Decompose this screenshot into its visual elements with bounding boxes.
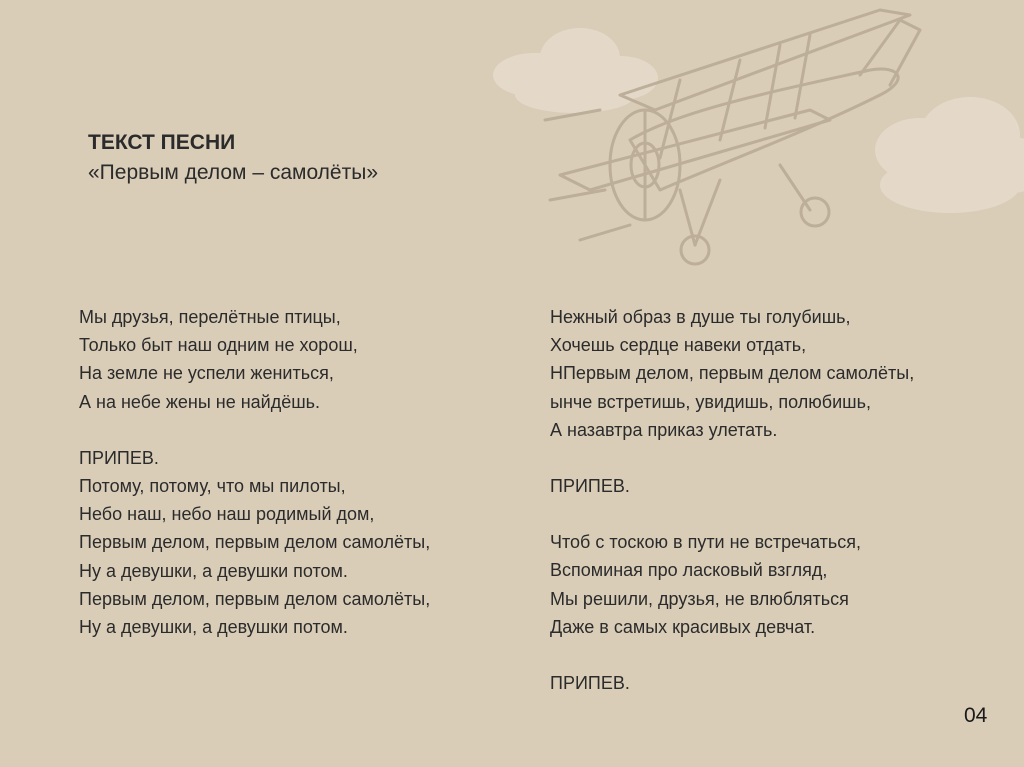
stanza — [550, 303, 914, 444]
lyric-line: Мы друзья, перелётные птицы, — [79, 307, 341, 327]
chorus-label: ПРИПЕВ. — [550, 673, 630, 694]
lyric-line: На земле не успели жениться, — [79, 363, 334, 384]
lyric-line: А на небе жены не найдёшь. — [79, 391, 321, 412]
lyric-line: Мы решили, друзья, не влюбляться — [550, 588, 849, 609]
page-title: ТЕКСТ ПЕСНИ — [88, 131, 236, 154]
lyric-line: Первым делом, первым делом самолёты, — [79, 588, 431, 609]
lyric-line: Даже в самых красивых девчат. — [550, 616, 816, 637]
chorus-marker — [550, 669, 914, 697]
lyrics-right-column — [550, 303, 914, 725]
lyric-line: Нежный образ в душе ты голубишь, — [550, 307, 851, 327]
lyric-line: Ну а девушки, а девушки потом. — [79, 560, 348, 581]
chorus-label: ПРИПЕВ. — [79, 447, 159, 468]
lyric-line: Хочешь сердце навеки отдать, — [550, 335, 807, 356]
chorus-marker — [550, 472, 914, 500]
lyric-line: Небо наш, небо наш родимый дом, — [79, 504, 375, 525]
cloud-right — [875, 97, 1024, 213]
lyric-line: Чтоб с тоскою в пути не встречаться, — [550, 532, 861, 553]
lyric-line: Ну а девушки, а девушки потом. — [79, 617, 348, 638]
chorus-label: ПРИПЕВ. — [550, 476, 630, 497]
lyric-line: ынче встретишь, увидишь, полюбишь, — [550, 391, 871, 412]
title-block — [88, 128, 378, 188]
lyric-line: Вспоминая про ласковый взгляд, — [550, 560, 828, 581]
biplane-illustration — [480, 0, 1024, 300]
page-number: 04 — [964, 704, 988, 727]
song-title: «Первым делом – самолёты» — [88, 161, 379, 184]
stanza — [79, 303, 430, 416]
lyric-line: А назавтра приказ улетать. — [550, 419, 778, 440]
stanza — [550, 528, 914, 641]
lyric-line: НПервым делом, первым делом самолёты, — [550, 363, 915, 384]
lyric-line: Первым делом, первым делом самолёты, — [79, 532, 431, 553]
lyrics-left-column — [79, 303, 430, 669]
chorus-stanza — [79, 444, 430, 641]
lyric-line: Потому, потому, что мы пилоты, — [79, 476, 346, 497]
lyric-line: Только быт наш одним не хорош, — [79, 335, 358, 356]
